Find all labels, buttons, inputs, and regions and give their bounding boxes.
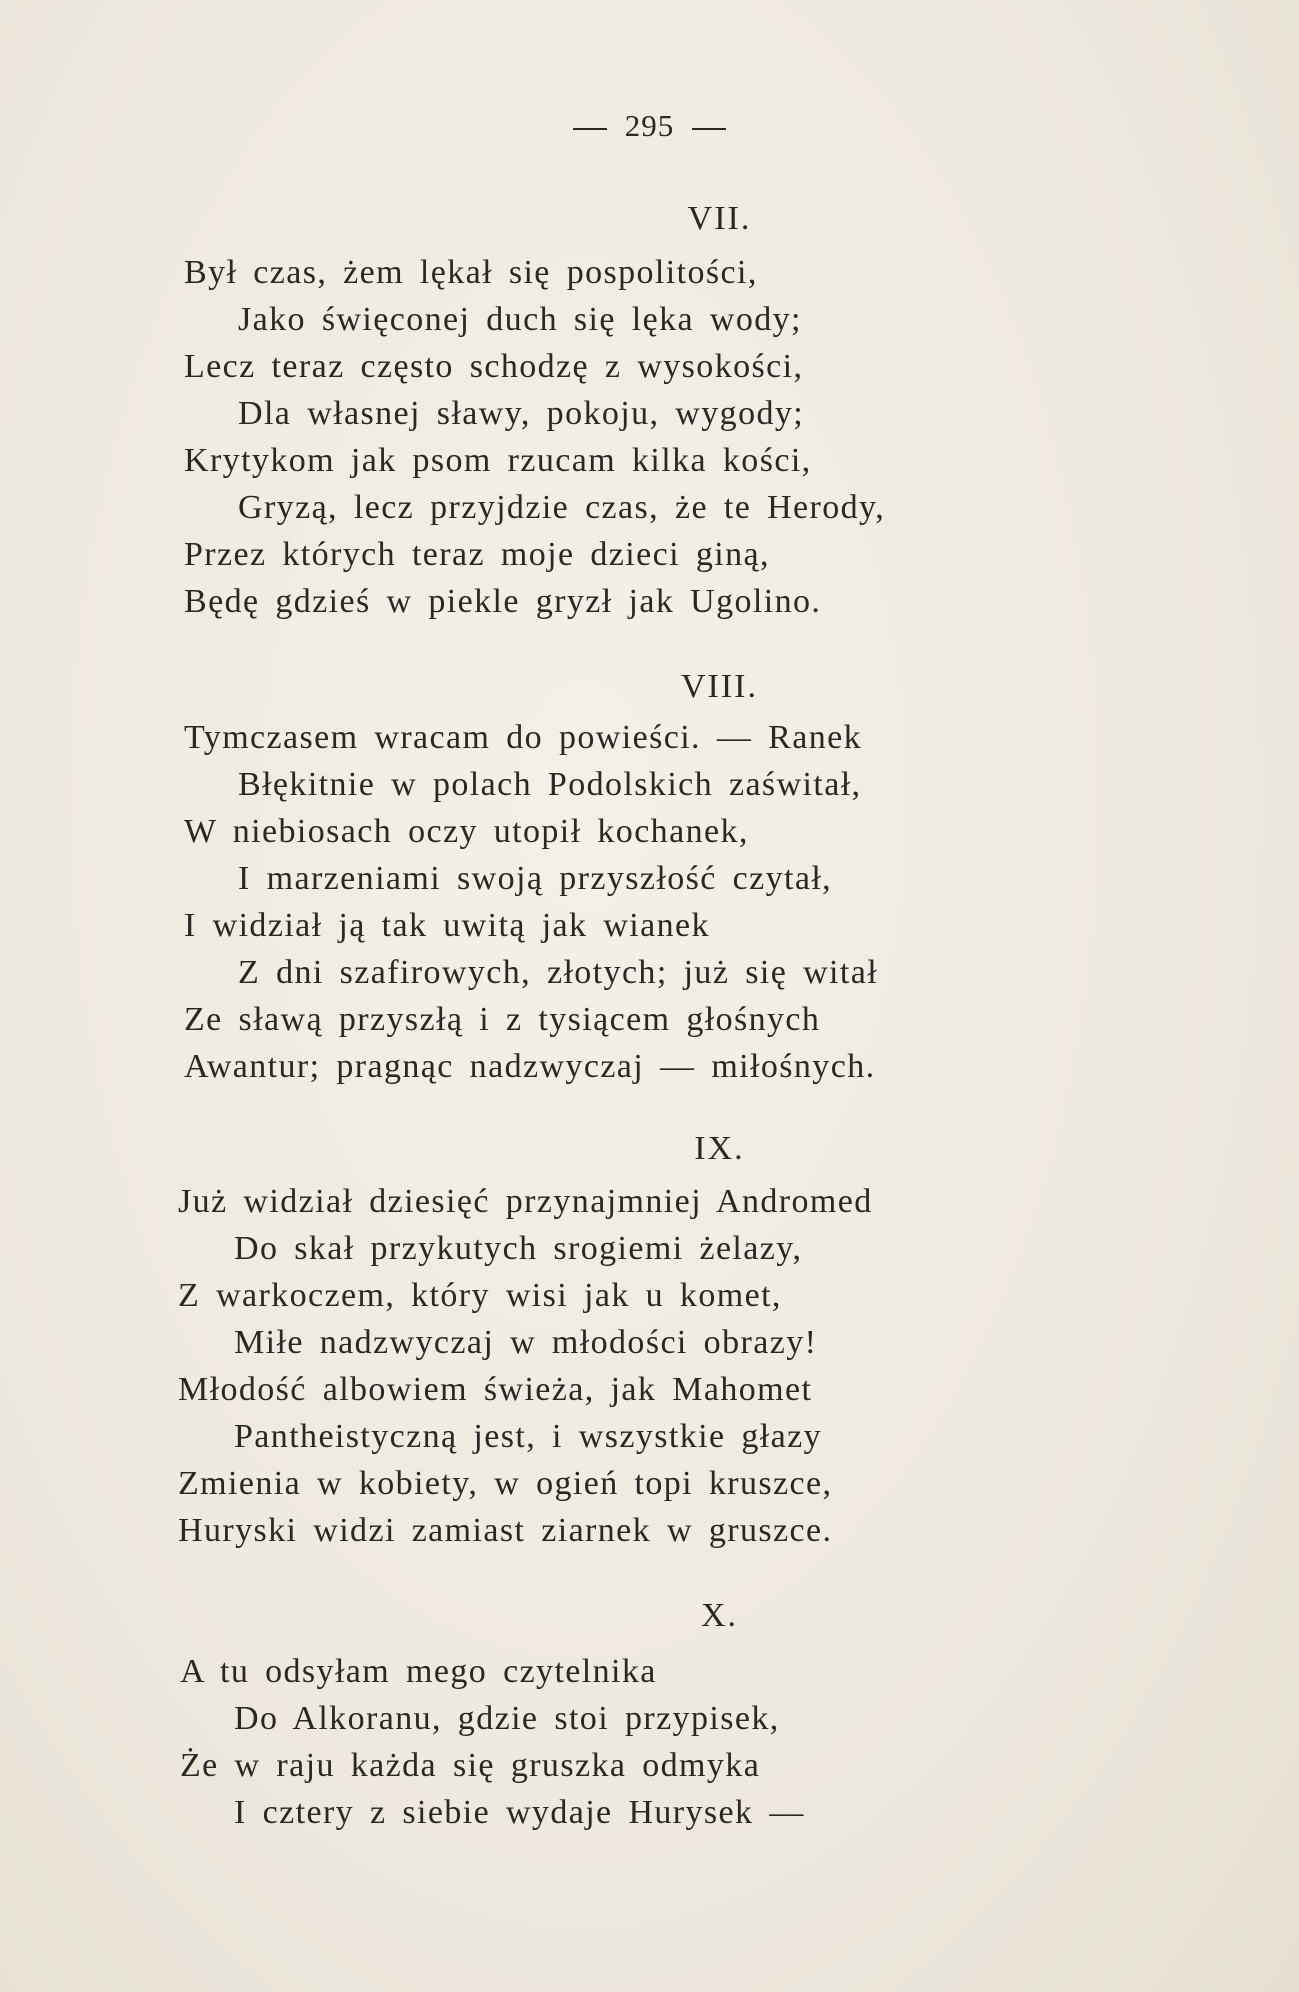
stanza-heading-x: X. bbox=[700, 1597, 739, 1634]
stanza-line: Gryzą, lecz przyjdzie czas, że te Herody, bbox=[238, 489, 886, 526]
stanza-heading-viii: VIII. bbox=[680, 668, 759, 705]
stanza-line: Pantheistyczną jest, i wszystkie głazy bbox=[234, 1418, 823, 1455]
stanza-line: Do Alkoranu, gdzie stoi przypisek, bbox=[234, 1700, 780, 1737]
page-number bbox=[0, 108, 1299, 144]
stanza-line: Z warkoczem, który wisi jak u komet, bbox=[178, 1277, 782, 1314]
stanza-line: Był czas, żem lękał się pospolitości, bbox=[184, 254, 758, 291]
stanza-line: Błękitnie w polach Podolskich zaświtał, bbox=[238, 766, 862, 803]
stanza-line: Tymczasem wracam do powieści. — Ranek bbox=[184, 719, 862, 756]
stanza-line: Krytykom jak psom rzucam kilka kości, bbox=[184, 442, 812, 479]
stanza-line: Z dni szafirowych, złotych; już się witał bbox=[238, 954, 879, 991]
stanza-line: Lecz teraz często schodzę z wysokości, bbox=[184, 348, 804, 385]
stanza-line: I widział ją tak uwitą jak wianek bbox=[184, 907, 710, 944]
stanza-line: Że w raju każda się gruszka odmyka bbox=[180, 1747, 761, 1784]
stanza-line: Do skał przykutych srogiemi żelazy, bbox=[234, 1230, 803, 1267]
stanza-line: I cztery z siebie wydaje Hurysek — bbox=[234, 1794, 805, 1831]
stanza-line: Będę gdzieś w piekle gryzł jak Ugolino. bbox=[184, 583, 822, 620]
stanza-line: Zmienia w kobiety, w ogień topi kruszce, bbox=[178, 1465, 833, 1502]
folio-dash-right bbox=[692, 128, 726, 130]
stanza-line: I marzeniami swoją przyszłość czytał, bbox=[238, 860, 833, 897]
stanza-line: Przez których teraz moje dzieci giną, bbox=[184, 536, 770, 573]
stanza-line: Młodość albowiem świeża, jak Mahomet bbox=[178, 1371, 813, 1408]
stanza-heading-ix: IX. bbox=[694, 1130, 745, 1167]
stanza-line: A tu odsyłam mego czytelnika bbox=[180, 1653, 657, 1690]
stanza-line: Już widział dziesięć przynajmniej Andromed bbox=[178, 1183, 873, 1220]
stanza-line: Jako święconej duch się lęka wody; bbox=[238, 301, 802, 338]
stanza-line: Dla własnej sławy, pokoju, wygody; bbox=[238, 395, 805, 432]
folio-dash-left bbox=[573, 128, 607, 130]
stanza-heading-vii: VII. bbox=[687, 200, 752, 237]
page-number-text: 295 bbox=[624, 108, 675, 143]
stanza-line: Huryski widzi zamiast ziarnek w gruszce. bbox=[178, 1512, 833, 1549]
stanza-line: Ze sławą przyszłą i z tysiącem głośnych bbox=[184, 1001, 821, 1038]
stanza-line: Miłe nadzwyczaj w młodości obrazy! bbox=[234, 1324, 818, 1361]
stanza-line: W niebiosach oczy utopił kochanek, bbox=[184, 813, 749, 850]
stanza-line: Awantur; pragnąc nadzwyczaj — miłośnych. bbox=[184, 1048, 876, 1085]
